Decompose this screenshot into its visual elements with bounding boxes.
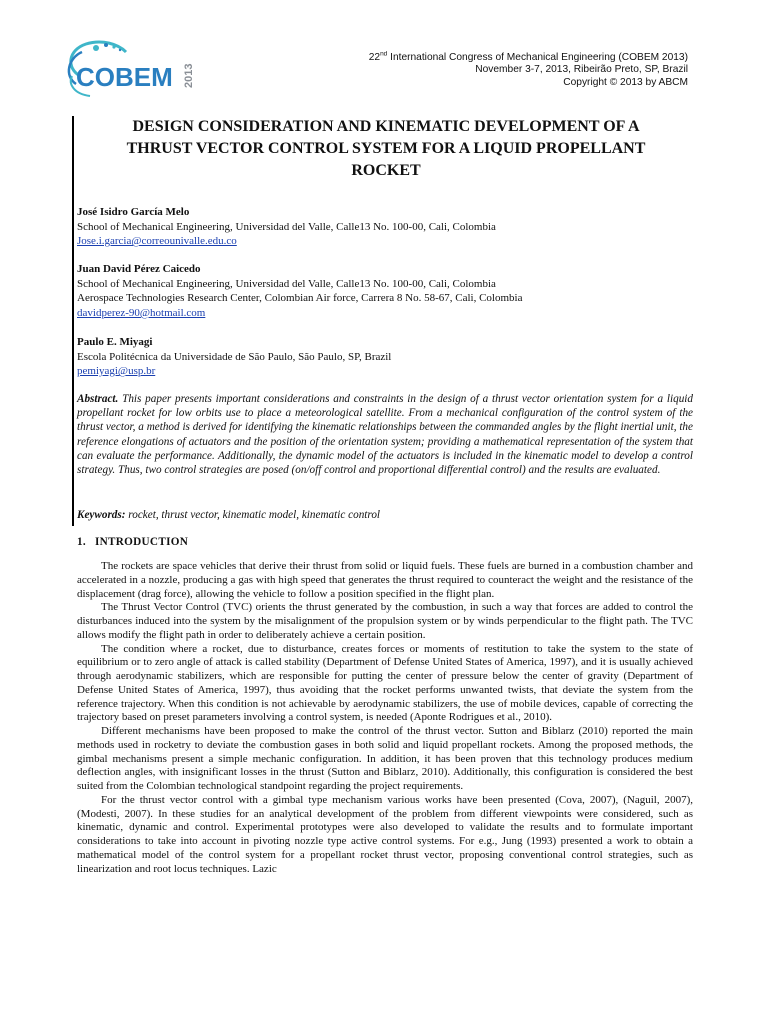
keywords-text: rocket, thrust vector, kinematic model, kinematic control — [125, 509, 381, 521]
conference-name: 22nd International Congress of Mechanical Engineering (COBEM 2013) — [368, 50, 688, 63]
cobem-logo — [62, 36, 212, 102]
logo-year: 2013 — [183, 63, 195, 88]
section-number: 1. — [77, 536, 86, 548]
body-paragraph: For the thrust vector control with a gimbal type mechanism various works have been presented (Cova, 2007), (Naguil, 2007), (Modesti, 2007). In these studies for an analytical development of the problem from different viewpoints were considered, such as kinematic, dynamic and control. Experimental prototypes were also developed to validate the results and to formulate important considerations to take into account in pivoting nozzle type active control systems. For e.g., Jung (1993) presented a work to obtain a mathematical model of the control system for a propellant rocket thrust vector, proposing conventional control strategies, such as linearization and root locus techniques. Lazic — [77, 793, 693, 875]
section-heading — [77, 536, 188, 548]
abstract-text: This paper presents important considerations and constraints in the design of a thrust vector orientation system for a liquid propellant rocket for low orbits use to place a meteorological satellite. From a mechanical configuration of the control system of the thrust vector, a method is derived for identifying the kinematic relationships between the commanded angles by the flight inertial unit, the reference elongations of actuators and the position of the orientation system; providing a mathematical representation of the system that can evaluate the performance. Additionally, the dynamic model of the actuators is included in the kinematic model to develop a control strategy. Thus, two control strategies are posed (on/off control and proportional differential control) and the results are evaluated. — [77, 393, 693, 477]
author-1 — [77, 205, 697, 249]
author-affiliation: School of Mechanical Engineering, Universidad del Valle, Calle13 No. 100-00, Cali, Colombia — [77, 220, 496, 233]
keywords-label: Keywords: — [77, 509, 126, 521]
author-2 — [77, 262, 697, 320]
abstract-label: Abstract. — [77, 393, 119, 405]
body-paragraph: Different mechanisms have been proposed to make the control of the thrust vector. Sutton and Biblarz (2010) reported the main methods used in rocketry to deviate the combustion gases in both solid and liquid propellant rockets. Among the proposed methods, the gimbal mechanisms present a simple mechanic configuration. In addition, it has been proven that this technology produces medium deflection angles, with insignificant losses in the thrust (Sutton and Biblarz, 2010). Additionally, this configuration is considered the best suited from the Colombian technological standpoint regarding the project requirements. — [77, 725, 693, 792]
conference-dates: November 3-7, 2013, Ribeirão Preto, SP, Brazil — [475, 64, 688, 76]
author-affiliation: Aerospace Technologies Research Center, Colombian Air force, Carrera 8 No. 58-67, Cali, Colombia — [77, 292, 523, 305]
author-name: Paulo E. Miyagi — [77, 336, 153, 348]
abstract — [77, 392, 693, 477]
author-name: José Isidro García Melo — [77, 206, 190, 218]
copyright-line: Copyright © 2013 by ABCM — [563, 76, 688, 88]
logo-text: COBEM — [76, 62, 173, 92]
conference-header — [369, 52, 688, 89]
author-affiliation: School of Mechanical Engineering, Universidad del Valle, Calle13 No. 100-00, Cali, Colombia — [77, 277, 496, 290]
left-margin-bar — [72, 116, 74, 526]
section-body — [77, 560, 693, 876]
section-title: INTRODUCTION — [95, 536, 189, 548]
body-paragraph: The Thrust Vector Control (TVC) orients the thrust generated by the combustion, in such a way that forces are added to control the disturbances induced into the system by the misalignment of the propulsion system or by winds perpendicular to the flight path. The TVC allows modify the flight path in order to deliberately achieve a certain position. — [77, 601, 693, 641]
author-3 — [77, 335, 697, 379]
body-paragraph: The rockets are space vehicles that derive their thrust from solid or liquid fuels. These fuels are burned in a combustion chamber and accelerated in a nozzle, producing a gas with high speed that generates the thrust required to counteract the weight and the resistance of the displacement (drag force), allowing the vehicle to follow a position specified in the flight plan. — [77, 560, 693, 600]
keywords — [77, 508, 380, 522]
author-email-link[interactable]: Jose.i.garcia@correounivalle.edu.co — [77, 235, 237, 248]
body-paragraph: The condition where a rocket, due to disturbance, creates forces or moments of restitution to take the system to the state of equilibrium or to zero angle of attack is called stability (Department of Defense United States of America, 1997), and it is usually achieved through aerodynamic stabilizers, which are responsible for putting the center of pressure below the center of gravity (Department of Defense United States of America, 1997), thus avoiding that the rocket performs unwanted twists, that deviate the system from the reference trajectory. When this condition is not achievable by aerodynamic stabilizers, the use of mobile devices, capable of correcting the trajectory based on preset parameters involving a control system, is needed (Aponte Rodrigues et al., 2010). — [77, 642, 693, 724]
paper-title: DESIGN CONSIDERATION AND KINEMATIC DEVELOPMENT OF A THRUST VECTOR CONTROL SYSTEM FOR A LIQUID PROPELLANT ROCKET — [126, 118, 646, 179]
author-email-link[interactable]: pemiyagi@usp.br — [77, 365, 156, 378]
author-name: Juan David Pérez Caicedo — [77, 263, 201, 275]
author-email-link[interactable]: davidperez-90@hotmail.com — [77, 306, 206, 319]
author-affiliation: Escola Politécnica da Universidade de São Paulo, São Paulo, SP, Brazil — [77, 350, 392, 363]
